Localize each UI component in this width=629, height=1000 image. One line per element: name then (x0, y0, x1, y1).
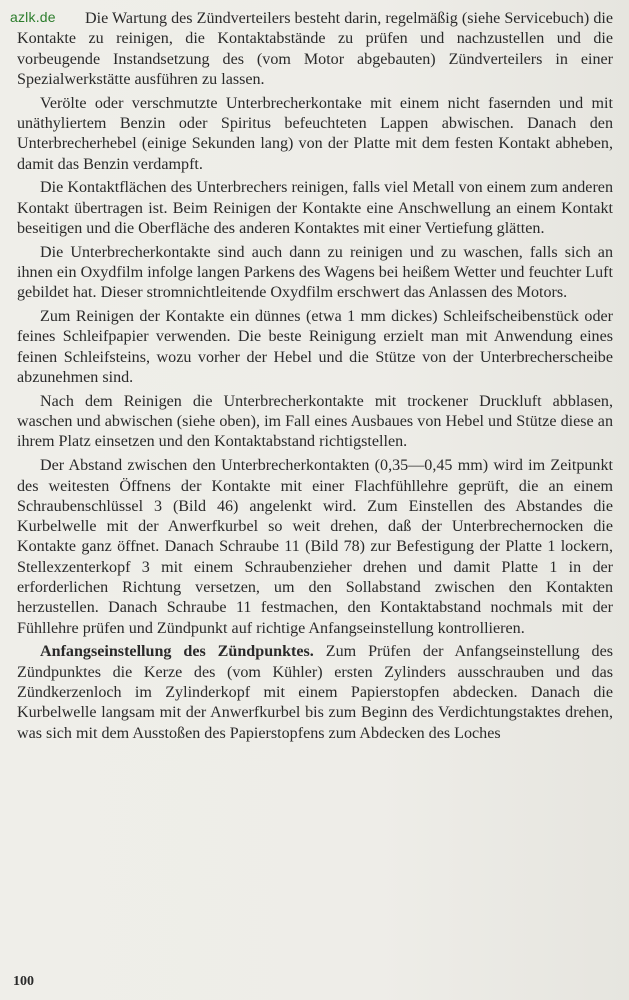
paragraph-text: Die Wartung des Zündverteilers besteht darin, regelmäßig (siehe Servicebuch) die Kontakte zu reinigen, die Kontaktabstände zu prüfen und nachzustellen und die vorbeugende Instandsetzung des (vom Motor abgebauten) Zündverteilers in einer Spezialwerkstätte ausführen zu lassen. (17, 10, 613, 88)
paragraph (17, 178, 613, 239)
paragraph (17, 392, 613, 453)
section-heading: Anfangseinstellung des Zündpunktes. (40, 643, 314, 661)
paragraph-text: Die Kontaktflächen des Unterbrechers reinigen, falls viel Metall von einem zum anderen Kontakt übertragen ist. Beim Reinigen der Kontakte eine Anschwellung an einem Kontakt beseitigen und die Oberfläche des anderen Kontaktes mit einer Vertiefung glätten. (17, 179, 613, 237)
paragraph-text: Zum Prüfen der Anfangseinstellung des Zündpunktes die Kerze des (vom Kühler) ersten Zylinders ausschrauben und das Zündkerzenloch im Zylinderkopf mit einem Papierstopfen abdecken. Danach die Kurbelwelle langsam mit der Anwerfkurbel bis zum Beginn des Verdichtungstaktes drehen, was sich mit dem Ausstoßen des Papierstopfens zum Abdecken des Loches (17, 643, 614, 742)
paragraph (17, 243, 613, 304)
paragraph-text: Nach dem Reinigen die Unterbrecherkontakte mit trockener Druckluft abblasen, waschen und abwischen (siehe oben), im Fall eines Ausbaues von Hebel und Stütze diese an ihrem Platz einsetzen und den Kontaktabstand richtigstellen. (17, 392, 613, 451)
body-text (17, 9, 613, 744)
watermark: azlk.de (10, 9, 56, 25)
paragraph (17, 94, 613, 175)
paragraph-text: Die Unterbrecherkontakte sind auch dann zu reinigen und zu waschen, falls sich an ihnen ein Oxydfilm infolge langen Parkens des Wagens bei heißem Wetter und feuchter Luft gebildet hat. Dieser stromnichtleitende Oxydfilm erschwert das Anlassen des Motors. (17, 243, 613, 302)
paragraph (17, 9, 613, 90)
paragraph (17, 307, 613, 388)
paragraph (17, 642, 613, 743)
paragraph-text: Verölte oder verschmutzte Unterbrecherkontake mit einem nicht fasernden und mit unäthyliertem Benzin oder Spiritus befeuchteten Lappen abwischen. Danach den Unterbrecherhebel (einige Sekunden lang) von der Platte mit dem festen Kontakt abheben, damit das Benzin verdampft. (17, 94, 613, 173)
paragraph (17, 456, 613, 639)
paragraph-text: Zum Reinigen der Kontakte ein dünnes (etwa 1 mm dickes) Schleifscheibenstück oder feines Schleifpapier verwenden. Die beste Reinigung erzielt man mit Anwendung eines feinen Schleifsteins, wozu vorher der Hebel und die Stütze von der Unterbrecherscheibe abzunehmen sind. (17, 308, 613, 387)
paragraph-text: Der Abstand zwischen den Unterbrecherkontakten (0,35—0,45 mm) wird im Zeitpunkt des weitesten Öffnens der Kontakte mit einer Flachfühllehre geprüft, die an einem Schraubenschlüssel 3 (Bild 46) angelenkt wird. Zum Einstellen des Abstandes die Kurbelwelle mit der Anwerfkurbel so weit drehen, daß der Unterbrechernocken die Kontakte ganz öffnet. Danach Schraube 11 (Bild 78) zur Befestigung der Platte 1 lockern, Stellexzenterkopf 3 mit einem Schraubenzieher drehen und damit Platte 1 in der erforderlichen Richtung versetzen, um den Sollabstand zwischen den Kontakten herzustellen. Danach Schraube 11 festmachen, den Kontaktabstand nochmals mit der Fühllehre prüfen und Zündpunkt auf richtige Anfangseinstellung kontrollieren. (17, 457, 613, 637)
page-number: 100 (13, 974, 34, 989)
